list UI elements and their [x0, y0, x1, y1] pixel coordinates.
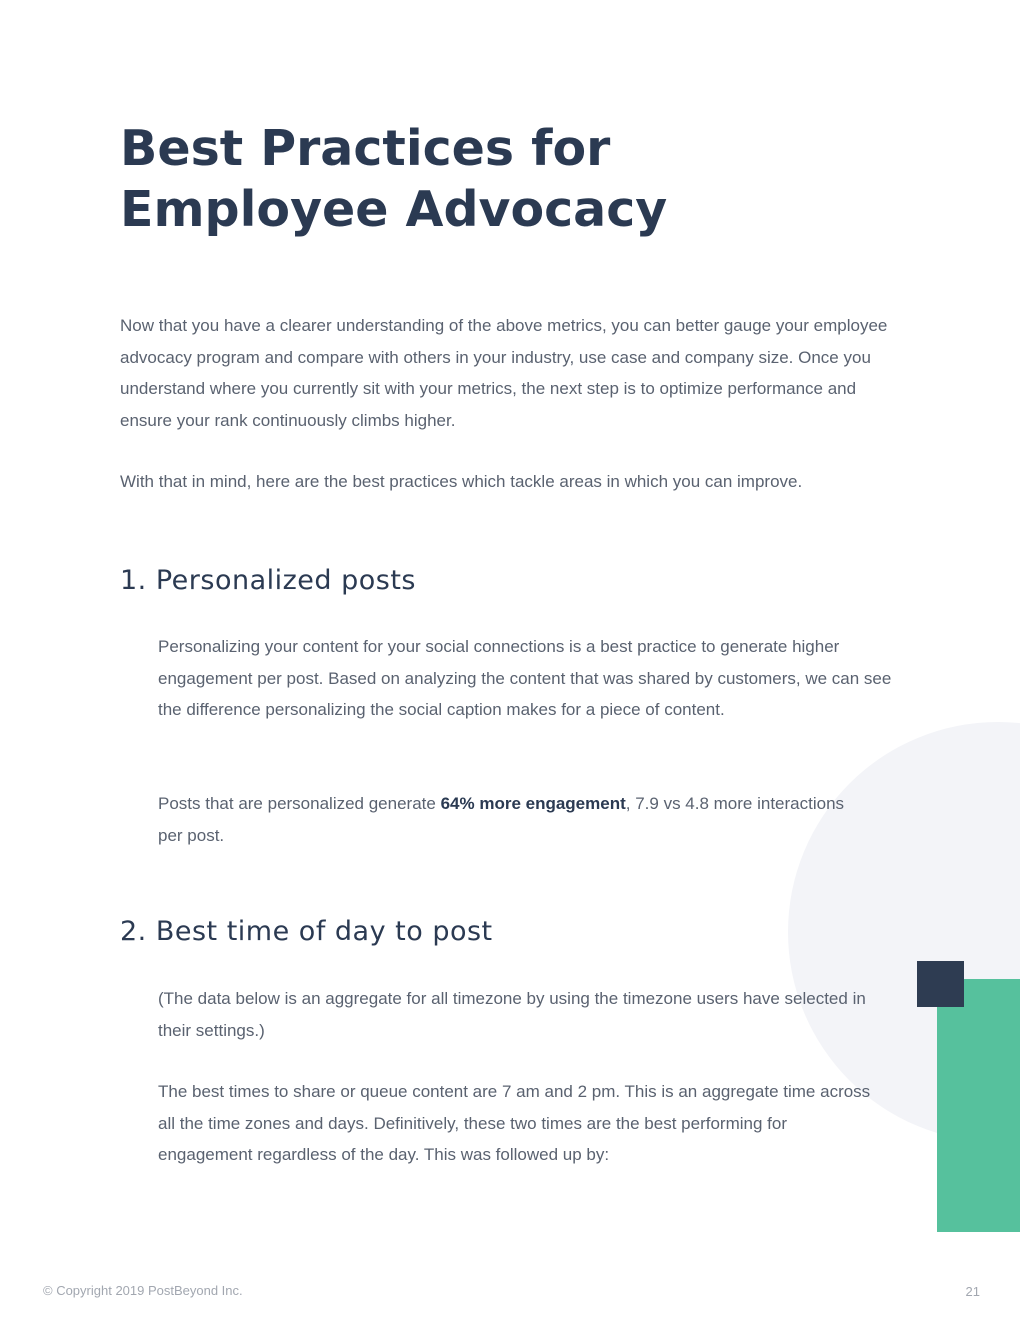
section-1-stat-paragraph [158, 788, 848, 851]
intro-paragraph-2: With that in mind, here are the best practices which tackle areas in which you can improve. [120, 472, 803, 491]
section-1-paragraph: Personalizing your content for your social connections is a best practice to generate higher engagement per post. Based on analyzing the content that was shared by customers, we can see the difference personalizing the social caption makes for a piece of content. [158, 637, 892, 720]
page-number: 21 [965, 1284, 980, 1299]
section-2-note-paragraph: (The data below is an aggregate for all timezone by using the timezone users have selected in their settings.) [158, 989, 866, 1040]
section-2-paragraph: The best times to share or queue content are 7 am and 2 pm. This is an aggregate time across all the time zones and days. Definitively, these two times are the best performing for engagement regardless of the day. This was followed up by: [158, 1082, 871, 1165]
stat-highlight: 64% more engagement [440, 794, 626, 813]
footer-copyright: © Copyright 2019 PostBeyond Inc. [43, 1283, 243, 1298]
intro-paragraph-1: Now that you have a clearer understanding of the above metrics, you can better gauge your employee advocacy program and compare with others in your industry, use case and company size. Once you understand where you currently sit with your metrics, the next step is to optimize performance and ensure your rank continuously climbs higher. [120, 316, 888, 431]
page-title-line-2: Employee Advocacy [120, 181, 668, 238]
stat-prefix: Posts that are personalized generate [158, 794, 441, 813]
decorative-green-bar [937, 979, 1020, 1232]
decorative-navy-square [917, 961, 964, 1007]
stat-suffix: , 7.9 vs 4.8 more interactions per post. [158, 794, 845, 845]
section-2-heading: 2. Best time of day to post [120, 916, 493, 947]
page-title-line-1: Best Practices for [120, 120, 611, 177]
page-title [120, 118, 667, 240]
section-1-heading: 1. Personalized posts [120, 565, 417, 596]
